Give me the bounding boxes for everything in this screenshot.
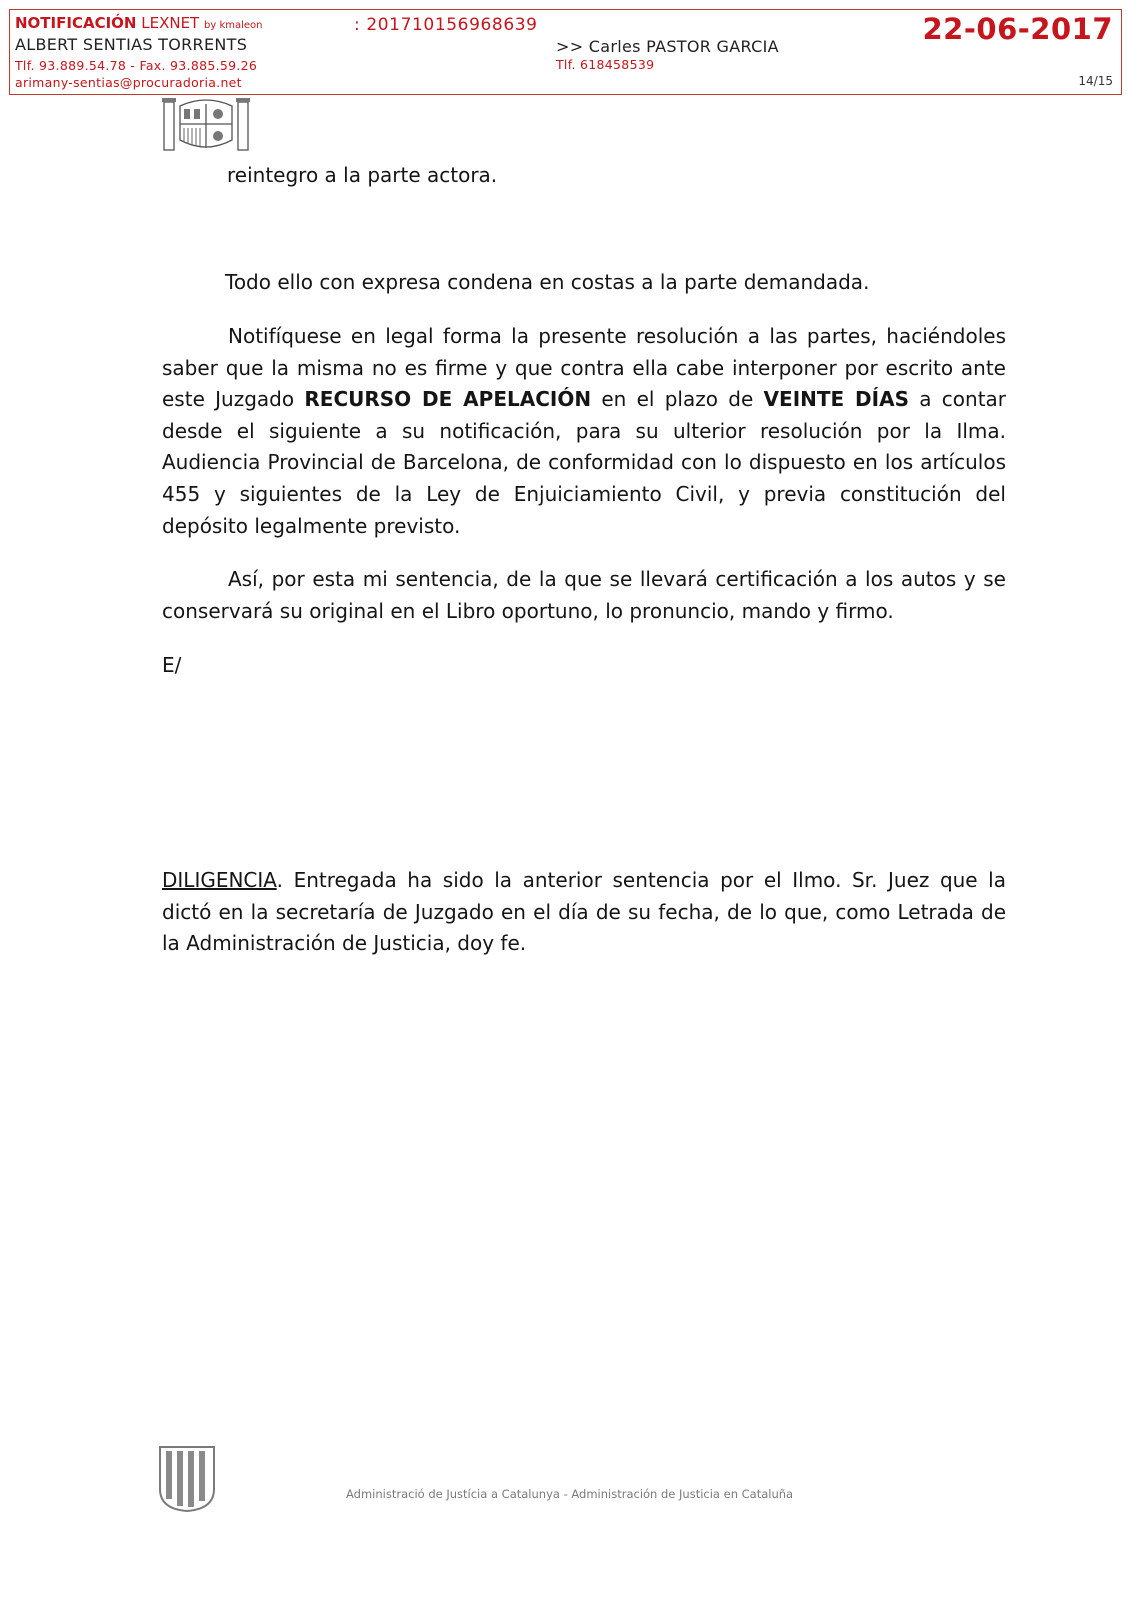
diligencia-label: DILIGENCIA (162, 868, 277, 892)
lexnet-notification-banner (9, 9, 1122, 95)
paragraph-sentencia: Así, por esta mi sentencia, de la que se llevará certificación a los autos y se conservará su original en el Libro oportuno, lo pronuncio, mando y firmo. (162, 567, 1006, 623)
sender-name: ALBERT SENTIAS TORRENTS (15, 35, 248, 54)
recurso-apelacion-bold: RECURSO DE APELACIÓN (304, 387, 592, 412)
paragraph-e: E/ (162, 653, 182, 677)
paragraph-reintegro: reintegro a la parte actora. (227, 163, 498, 187)
notifiquese-text-c: a contar desde el siguiente a su notificación, para su ulterior resolución por la Ilma. Audiencia Provincial de Barcelona, de conformidad con lo dispuesto en los artículos 455 y siguientes de la Ley de Enjuiciamiento Civil, y previa constitución del depósito legalmente previsto. (162, 387, 1007, 538)
paragraph-diligencia (162, 865, 1006, 960)
banner-title-rest: LEXNET (141, 14, 200, 32)
notifiquese-text-a: Notifíquese en legal forma la presente resolución a las partes, haciéndoles saber que la misma no es firme y que contra ella cabe interponer por escrito ante este Juzgado (162, 324, 1006, 412)
sender-phone: Tlf. 93.889.54.78 - Fax. 93.885.59.26 (15, 58, 258, 73)
diligencia-text: . Entregada ha sido la anterior sentencia por el Ilmo. Sr. Juez que la dictó en la secretaría de Juzgado en el día de su fecha, de lo que, como Letrada de la Administración de Justicia, doy fe. (162, 868, 1006, 956)
footer-administration-text: Administració de Justícia a Catalunya - Administración de Justicia en Cataluña (346, 1487, 794, 1501)
recipient-name: >> Carles PASTOR GARCIA (556, 37, 779, 56)
banner-title-bold: NOTIFICACIÓN (15, 14, 137, 32)
paragraph-notifiquese (162, 321, 1006, 542)
banner-title (15, 14, 263, 32)
banner-title-by: by kmaleon (204, 20, 263, 31)
recipient-phone: Tlf. 618458539 (556, 57, 655, 72)
notification-date: 22-06-2017 (922, 12, 1113, 46)
spain-coat-of-arms-icon (160, 96, 252, 154)
sender-email: arimany-sentias@procuradoria.net (15, 75, 242, 90)
reference-number: : 201710156968639 (354, 15, 538, 35)
veinte-dias-bold: VEINTE DÍAS (763, 387, 909, 412)
paragraph-costas: Todo ello con expresa condena en costas a la parte demandada. (225, 270, 870, 294)
page-number: 14/15 (1078, 74, 1113, 88)
catalonia-shield-icon (158, 1445, 216, 1513)
notifiquese-text-b: en el plazo de (591, 387, 764, 412)
